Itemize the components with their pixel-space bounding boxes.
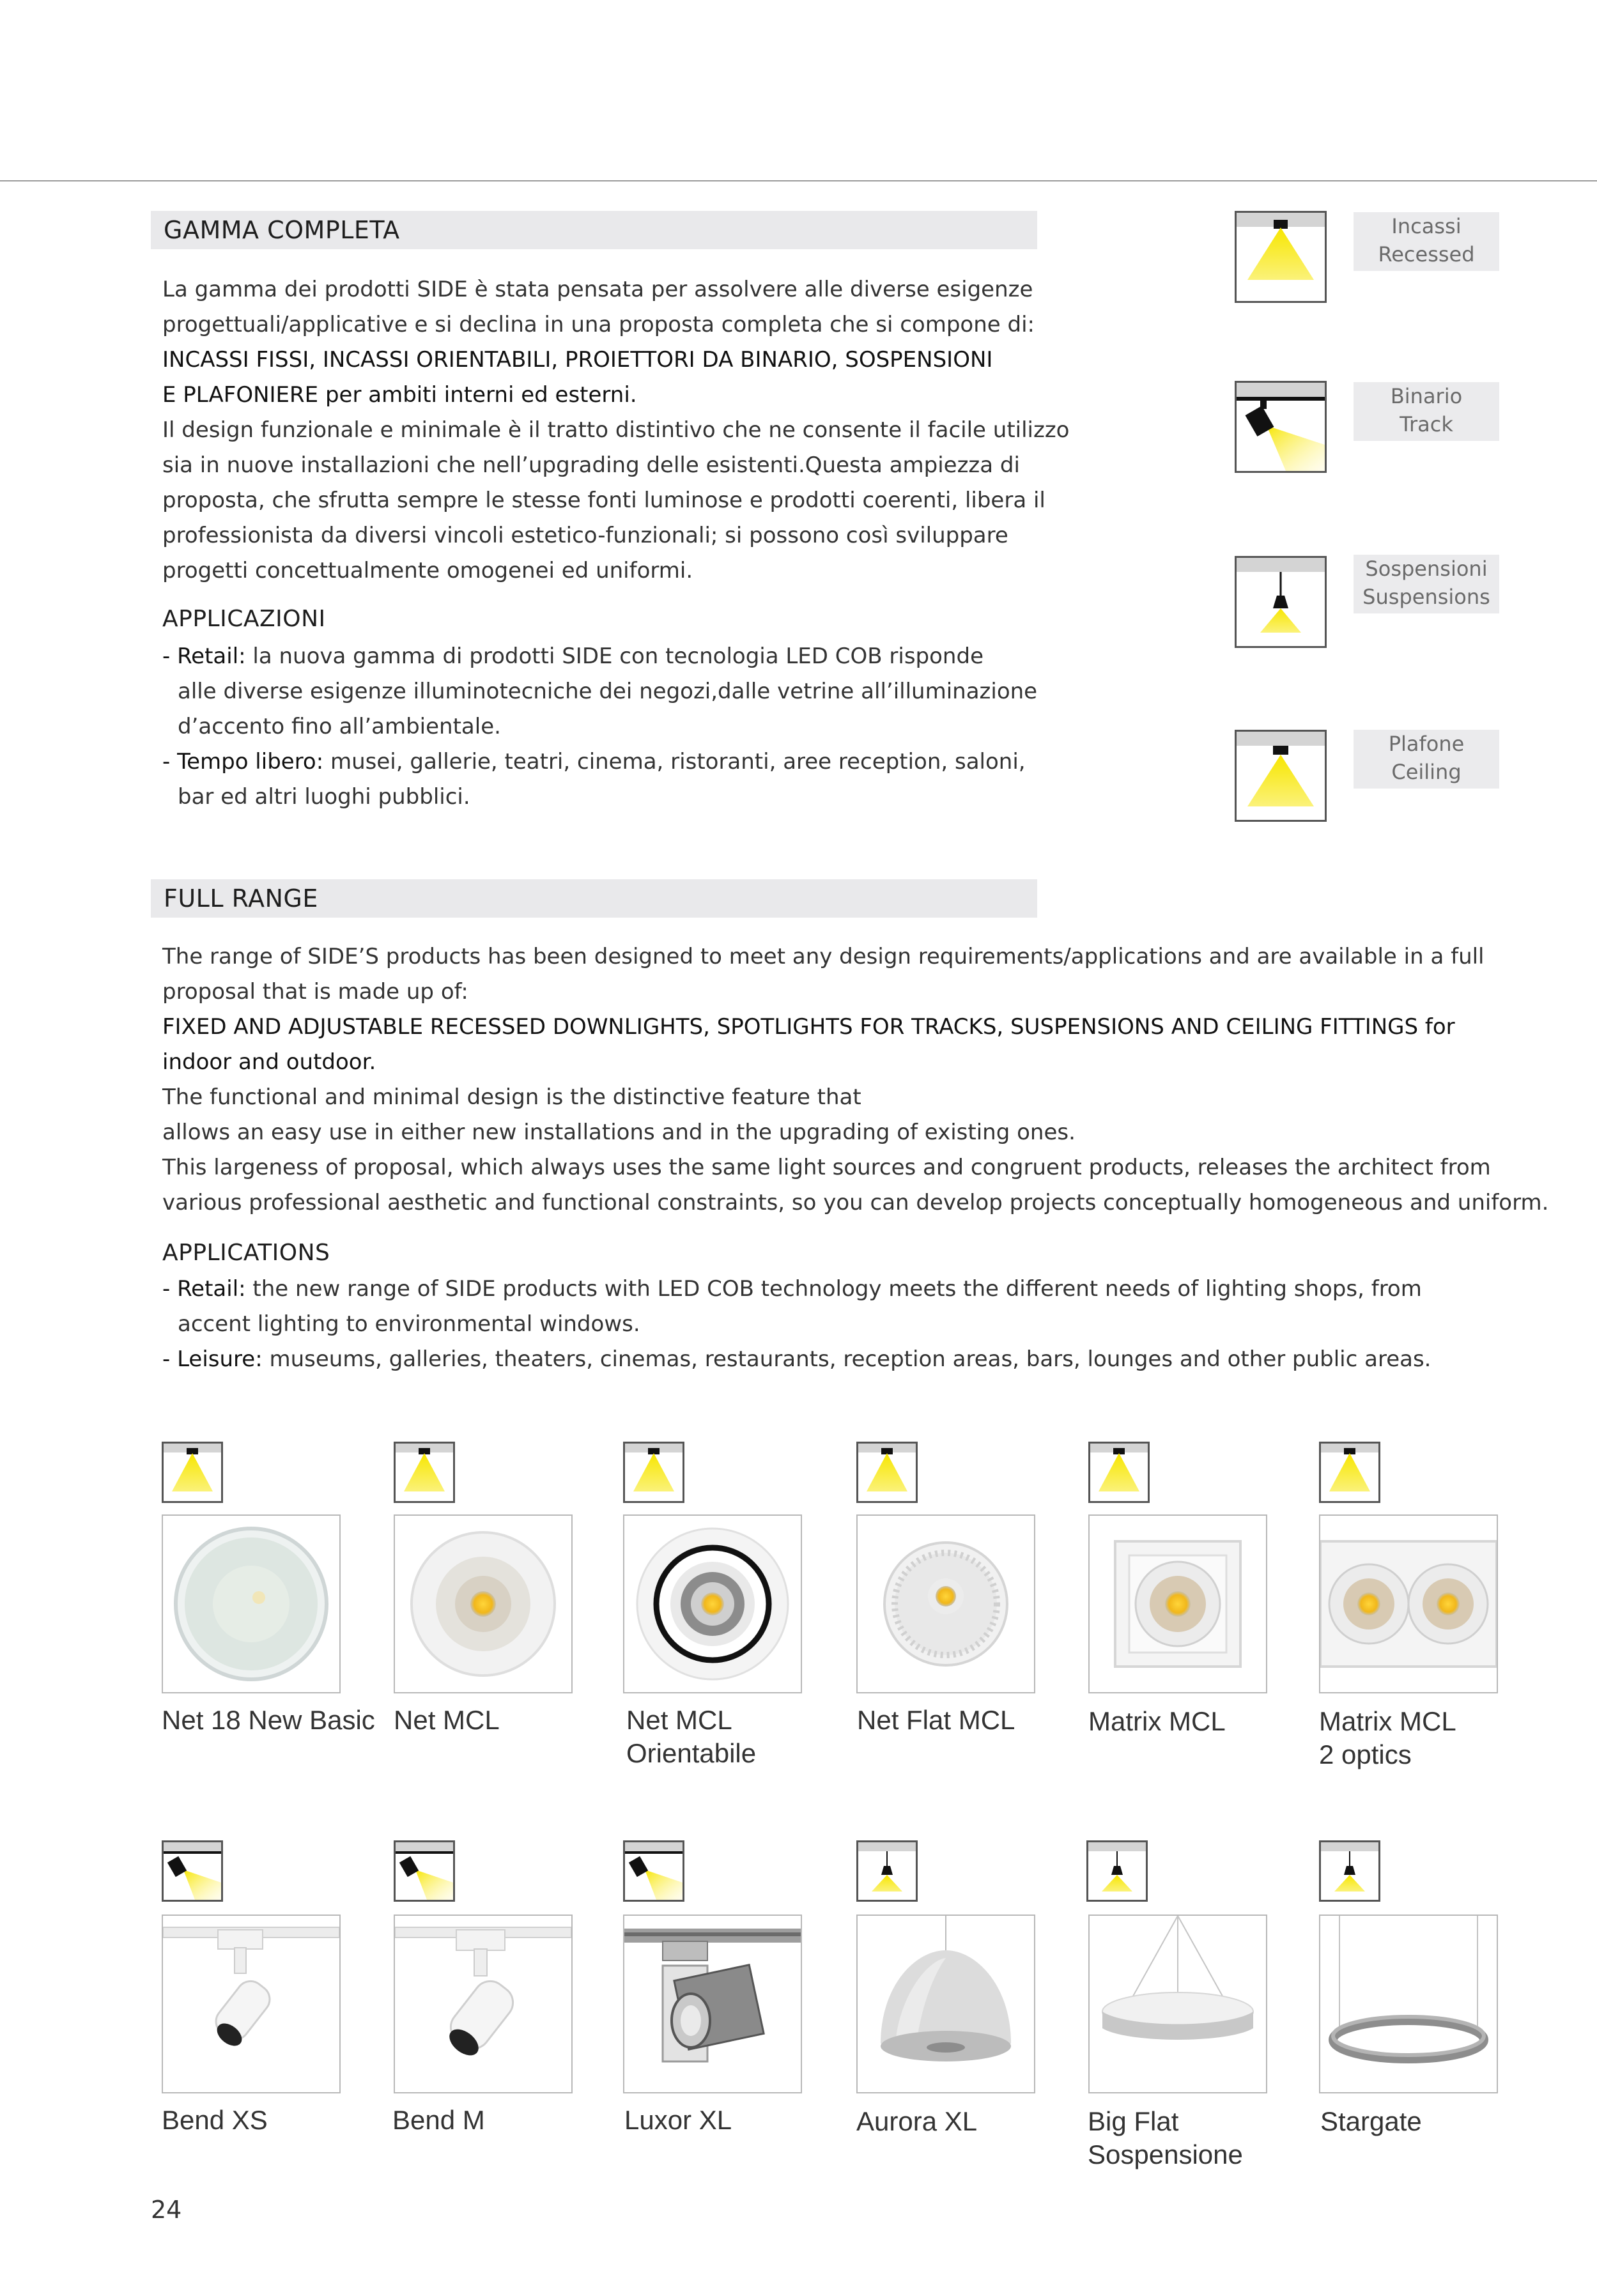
product-name-line: Big Flat [1088, 2106, 1179, 2136]
recessed-icon [623, 1442, 684, 1503]
track-icon [1235, 381, 1327, 473]
label-it: Plafone [1388, 732, 1465, 756]
text-line: proposta, che sfrutta sempre le stesse fonti luminose e prodotti coerenti, libera il [162, 488, 1045, 513]
list-key: - Tempo libero: [162, 749, 324, 774]
product-name [1088, 2105, 1243, 2171]
product-image-net-mcl-orientabile [623, 1514, 802, 1693]
full-heading-text: FULL RANGE [164, 884, 318, 913]
text-line: The range of SIDE’S products has been designed to meet any design requirements/applications and are available in a full [162, 944, 1485, 969]
product-name [392, 2104, 485, 2137]
list-key: - Retail: [162, 643, 246, 669]
top-rule [0, 180, 1597, 181]
list-cont: bar ed altri luoghi pubblici. [178, 784, 470, 810]
recessed-icon [1319, 1442, 1380, 1503]
product-image-luxor-xl [623, 1915, 802, 2093]
product-name [1319, 1705, 1456, 1771]
product-image-bend-m [394, 1915, 573, 2093]
label-it: Sospensioni [1365, 557, 1488, 581]
list-item [162, 1272, 1431, 1307]
label-it: Binario [1390, 384, 1463, 408]
product-name-line: Aurora XL [856, 2106, 978, 2136]
label-en: Ceiling [1391, 760, 1462, 784]
applications-list-it [162, 639, 1037, 815]
text-line: allows an easy use in either new installations and in the upgrading of existing ones. [162, 1120, 1076, 1145]
applications-list-en [162, 1272, 1431, 1377]
product-image-aurora-xl [856, 1915, 1035, 2093]
product-name [1320, 2105, 1422, 2138]
list-text: the new range of SIDE products with LED COB technology meets the different needs of lighting shops, from [245, 1276, 1422, 1302]
list-key: - Retail: [162, 1276, 246, 1302]
label-it: Incassi [1391, 214, 1462, 238]
applications-heading-en: APPLICATIONS [162, 1240, 330, 1266]
gamma-intro [162, 272, 1069, 589]
product-name-line: 2 optics [1319, 1739, 1412, 1769]
product-image-net18 [162, 1514, 341, 1693]
recessed-icon [1088, 1442, 1150, 1503]
section-heading-full [151, 879, 1037, 918]
product-name-line: Bend XS [162, 2105, 268, 2135]
text-line: La gamma dei prodotti SIDE è stata pensata per assolvere alle diverse esigenze [162, 277, 1033, 302]
label-en: Suspensions [1362, 585, 1490, 609]
text-line: sia in nuove installazioni che nell’upgrading delle esistenti.Questa ampiezza di [162, 452, 1020, 478]
product-name-line: Stargate [1320, 2106, 1422, 2136]
page-number: 24 [151, 2196, 182, 2224]
product-image-net-flat-mcl [856, 1514, 1035, 1693]
product-name-line: Sospensione [1088, 2139, 1243, 2169]
product-name-line: Matrix MCL [1319, 1706, 1456, 1736]
category-label-track [1354, 382, 1499, 441]
category-label-suspension [1354, 555, 1499, 613]
product-name-line: Luxor XL [624, 2105, 732, 2135]
text-line: The functional and minimal design is the distinctive feature that [162, 1084, 861, 1110]
label-en: Track [1400, 412, 1453, 436]
text-line-emph: INCASSI FISSI, INCASSI ORIENTABILI, PROIETTORI DA BINARIO, SOSPENSIONI [162, 347, 993, 373]
label-en: Recessed [1378, 242, 1475, 266]
list-text: musei, gallerie, teatri, cinema, ristoranti, aree reception, saloni, [323, 749, 1026, 774]
recessed-icon [162, 1442, 223, 1503]
product-name [394, 1704, 500, 1737]
text-line: professionista da diversi vincoli estetico-funzionali; si possono così sviluppare [162, 523, 1008, 548]
list-item [162, 639, 1037, 674]
product-name-line: Bend M [392, 2105, 485, 2135]
text-line: This largeness of proposal, which always uses the same light sources and congruent products, releases the architect from [162, 1155, 1491, 1180]
section-heading-gamma [151, 211, 1037, 249]
ceiling-icon [1235, 730, 1327, 822]
list-key: - Leisure: [162, 1346, 263, 1372]
product-image-matrix-mcl-2-optics [1319, 1514, 1498, 1693]
product-name [626, 1704, 756, 1770]
text-line-emph: indoor and outdoor. [162, 1049, 376, 1075]
product-name [624, 2104, 732, 2137]
product-name-line: Net 18 New Basic [162, 1705, 375, 1735]
full-intro [162, 939, 1548, 1221]
list-cont: alle diverse esigenze illuminotecniche dei negozi,dalle vetrine all’illuminazione [178, 679, 1038, 704]
text-line-emph: E PLAFONIERE per ambiti interni ed esterni. [162, 382, 637, 408]
product-image-stargate [1319, 1915, 1498, 2093]
product-image-bend-xs [162, 1915, 341, 2093]
suspension-icon [1319, 1840, 1380, 1902]
track-icon [162, 1840, 223, 1902]
product-image-net-mcl [394, 1514, 573, 1693]
product-name [162, 2104, 268, 2137]
product-image-matrix-mcl [1088, 1514, 1267, 1693]
text-line-emph: FIXED AND ADJUSTABLE RECESSED DOWNLIGHTS, SPOTLIGHTS FOR TRACKS, SUSPENSIONS AND CEILING FITTINGS for [162, 1014, 1455, 1040]
recessed-icon [394, 1442, 455, 1503]
track-icon [394, 1840, 455, 1902]
category-label-ceiling [1354, 730, 1499, 789]
product-name [857, 1704, 1015, 1737]
suspension-icon [1235, 556, 1327, 648]
text-line: progetti concettualmente omogenei ed uniformi. [162, 558, 693, 583]
product-name-line: Orientabile [626, 1738, 757, 1768]
product-name-line: Net MCL [394, 1705, 500, 1735]
gamma-heading-text: GAMMA COMPLETA [164, 216, 400, 244]
product-name [1088, 1705, 1226, 1738]
text-line: various professional aesthetic and functional constraints, so you can develop projects conceptually homogeneous and uniform. [162, 1190, 1549, 1215]
product-name-line: Net Flat MCL [857, 1705, 1015, 1735]
recessed-icon [1235, 211, 1327, 303]
list-item [162, 1342, 1431, 1377]
category-label-recessed [1354, 212, 1499, 271]
text-line: proposal that is made up of: [162, 979, 468, 1005]
product-name-line: Net MCL [626, 1705, 732, 1735]
list-item [162, 744, 1037, 780]
suspension-icon [1086, 1840, 1148, 1902]
applications-heading-it: APPLICAZIONI [162, 606, 326, 632]
list-cont: d’accento fino all’ambientale. [178, 714, 501, 739]
recessed-icon [856, 1442, 918, 1503]
text-line: progettuali/applicative e si declina in una proposta completa che si compone di: [162, 312, 1035, 337]
suspension-icon [856, 1840, 918, 1902]
list-cont: accent lighting to environmental windows. [178, 1311, 640, 1337]
list-text: la nuova gamma di prodotti SIDE con tecnologia LED COB risponde [245, 643, 984, 669]
product-name [162, 1704, 375, 1737]
track-icon [623, 1840, 684, 1902]
product-name [856, 2105, 977, 2138]
list-text: museums, galleries, theaters, cinemas, restaurants, reception areas, bars, lounges and other public areas. [262, 1346, 1431, 1372]
product-image-big-flat-sospensione [1088, 1915, 1267, 2093]
product-name-line: Matrix MCL [1088, 1706, 1226, 1736]
text-line: Il design funzionale e minimale è il tratto distintivo che ne consente il facile utilizzo [162, 417, 1070, 443]
